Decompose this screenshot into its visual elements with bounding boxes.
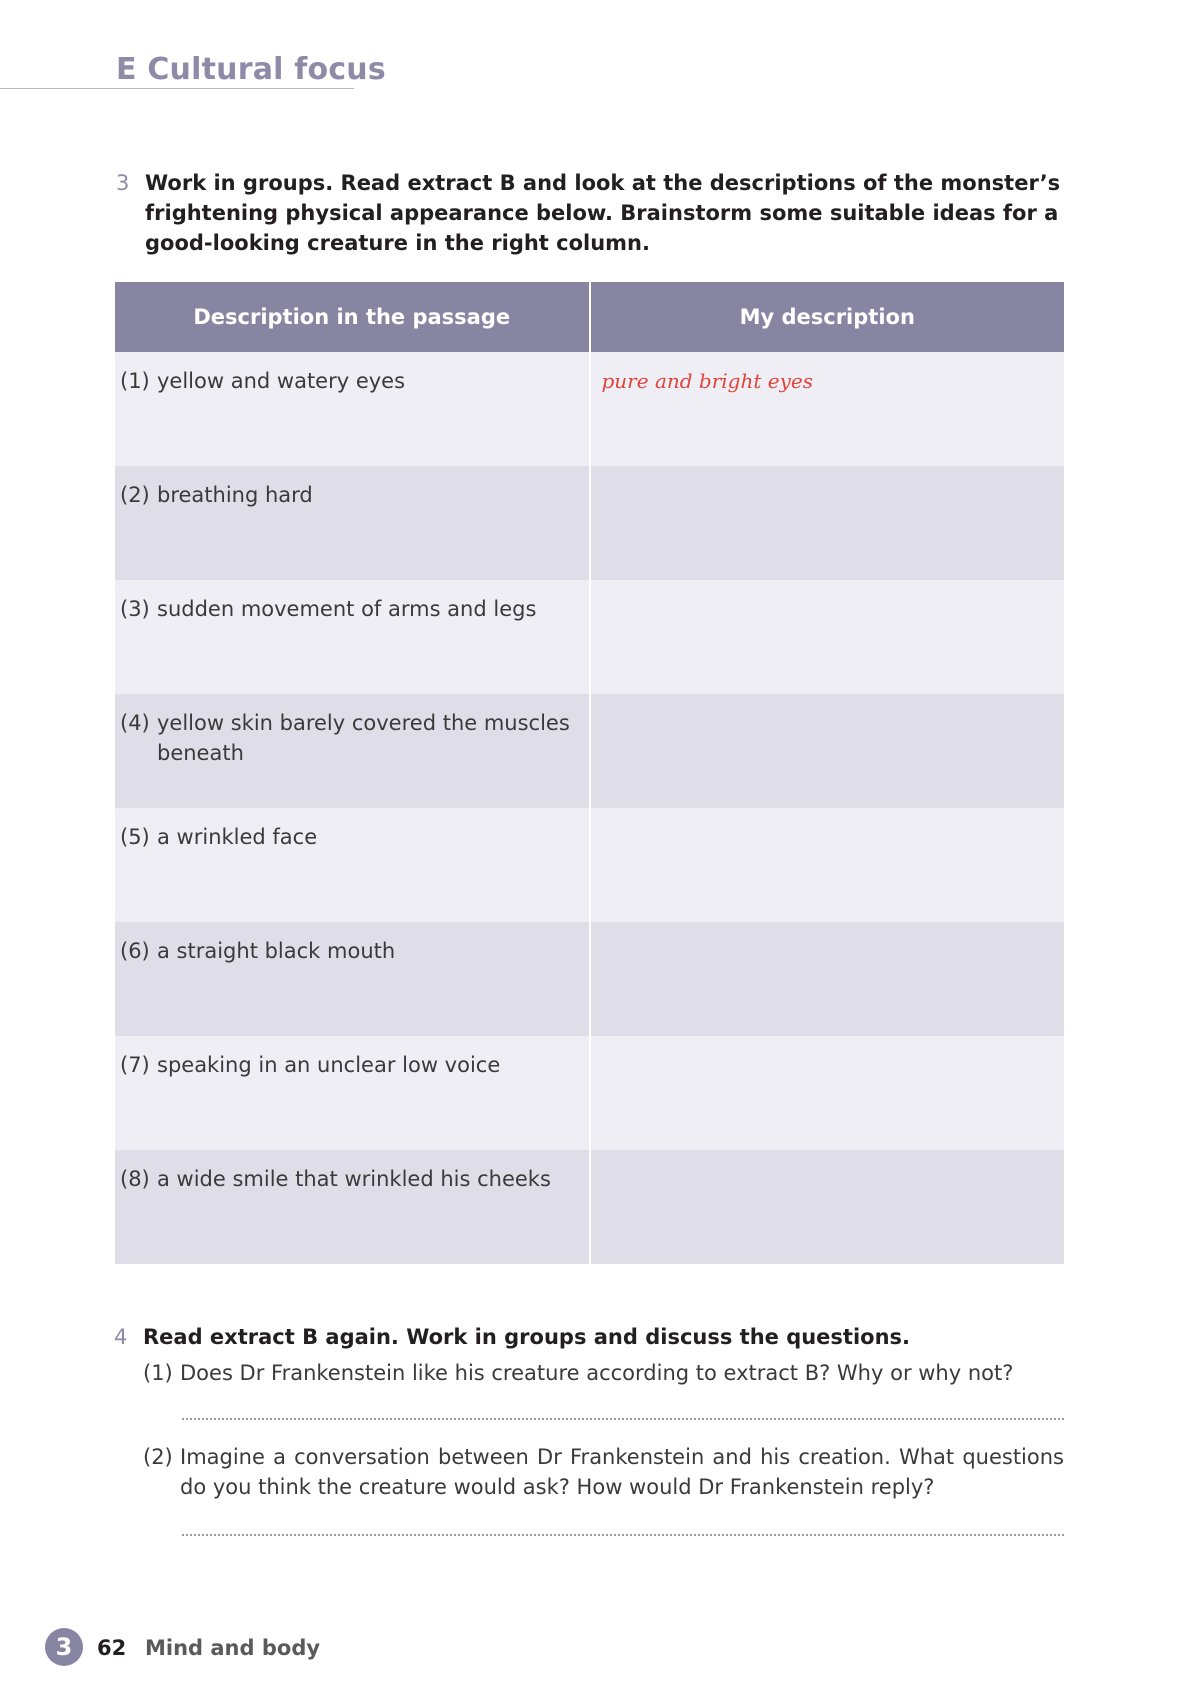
page-number: 62 [97, 1636, 127, 1660]
row-description: a wide smile that wrinkled his cheeks [157, 1167, 551, 1191]
question-3 [116, 168, 1076, 258]
passage-cell [115, 580, 590, 694]
unit-title: Mind and body [145, 1636, 321, 1660]
passage-cell [115, 694, 590, 808]
my-description-cell[interactable] [590, 1036, 1065, 1150]
header-my-description: My description [590, 282, 1065, 352]
table-row [115, 580, 1064, 694]
row-description: yellow skin barely covered the muscles beneath [157, 711, 570, 765]
passage-cell [115, 466, 590, 580]
subquestion-text: Does Dr Frankenstein like his creature according to extract B? Why or why not? [180, 1361, 1014, 1385]
my-description-cell[interactable] [590, 694, 1065, 808]
table-row [115, 1150, 1064, 1264]
row-number: (6) [120, 939, 150, 963]
heading-rule [0, 88, 354, 89]
row-number: (2) [120, 483, 150, 507]
question-4-title: Read extract B again. Work in groups and discuss the questions. [143, 1325, 911, 1349]
my-description-cell[interactable] [590, 922, 1065, 1036]
header-description-in-passage: Description in the passage [115, 282, 590, 352]
table-row [115, 922, 1064, 1036]
my-description-cell[interactable] [590, 808, 1065, 922]
handwritten-answer [591, 808, 1065, 822]
subquestion-number: (1) [143, 1361, 173, 1385]
handwritten-answer: pure and bright eyes [601, 369, 813, 393]
my-description-cell[interactable] [590, 1150, 1065, 1264]
my-description-cell[interactable] [590, 466, 1065, 580]
table-header-row [115, 282, 1064, 352]
row-description: a wrinkled face [157, 825, 318, 849]
subquestion-1 [143, 1358, 1064, 1388]
handwritten-answer [591, 1036, 1065, 1050]
answer-line-2[interactable] [182, 1534, 1064, 1536]
unit-badge: 3 [45, 1628, 83, 1666]
description-table [115, 282, 1064, 1264]
handwritten-answer [591, 922, 1065, 936]
question-4-heading [114, 1322, 1064, 1352]
table-row [115, 466, 1064, 580]
passage-cell [115, 922, 590, 1036]
row-number: (8) [120, 1167, 150, 1191]
row-number: (1) [120, 369, 150, 393]
question-4-number: 4 [114, 1325, 128, 1349]
table-row [115, 808, 1064, 922]
answer-line-1[interactable] [182, 1418, 1064, 1420]
row-number: (3) [120, 597, 150, 621]
table-row [115, 352, 1064, 466]
question-4 [114, 1322, 1064, 1536]
section-heading: E Cultural focus [116, 52, 386, 87]
passage-cell [115, 1036, 590, 1150]
row-description: breathing hard [157, 483, 313, 507]
row-number: (4) [120, 711, 150, 735]
row-description: speaking in an unclear low voice [157, 1053, 501, 1077]
handwritten-answer [591, 1150, 1065, 1164]
question-3-number: 3 [116, 171, 130, 195]
my-description-cell[interactable] [590, 352, 1065, 466]
passage-cell [115, 1150, 590, 1264]
row-description: sudden movement of arms and legs [157, 597, 537, 621]
table-row [115, 694, 1064, 808]
row-description: yellow and watery eyes [157, 369, 406, 393]
handwritten-answer [591, 466, 1065, 480]
row-number: (7) [120, 1053, 150, 1077]
passage-cell [115, 352, 590, 466]
row-description: a straight black mouth [157, 939, 396, 963]
handwritten-answer [591, 580, 1065, 594]
passage-cell [115, 808, 590, 922]
subquestion-2 [143, 1442, 1064, 1502]
subquestion-number: (2) [143, 1445, 173, 1469]
table-row [115, 1036, 1064, 1150]
row-number: (5) [120, 825, 150, 849]
subquestion-text: Imagine a conversation between Dr Frankenstein and his creation. What questions do you think the creature would ask? How would Dr Frankenstein reply? [180, 1445, 1064, 1499]
handwritten-answer [591, 694, 1065, 708]
my-description-cell[interactable] [590, 580, 1065, 694]
question-3-text: Work in groups. Read extract B and look at the descriptions of the monster’s frightening physical appearance below. Brainstorm some suitable ideas for a good-looking creature in the right column. [145, 171, 1061, 255]
